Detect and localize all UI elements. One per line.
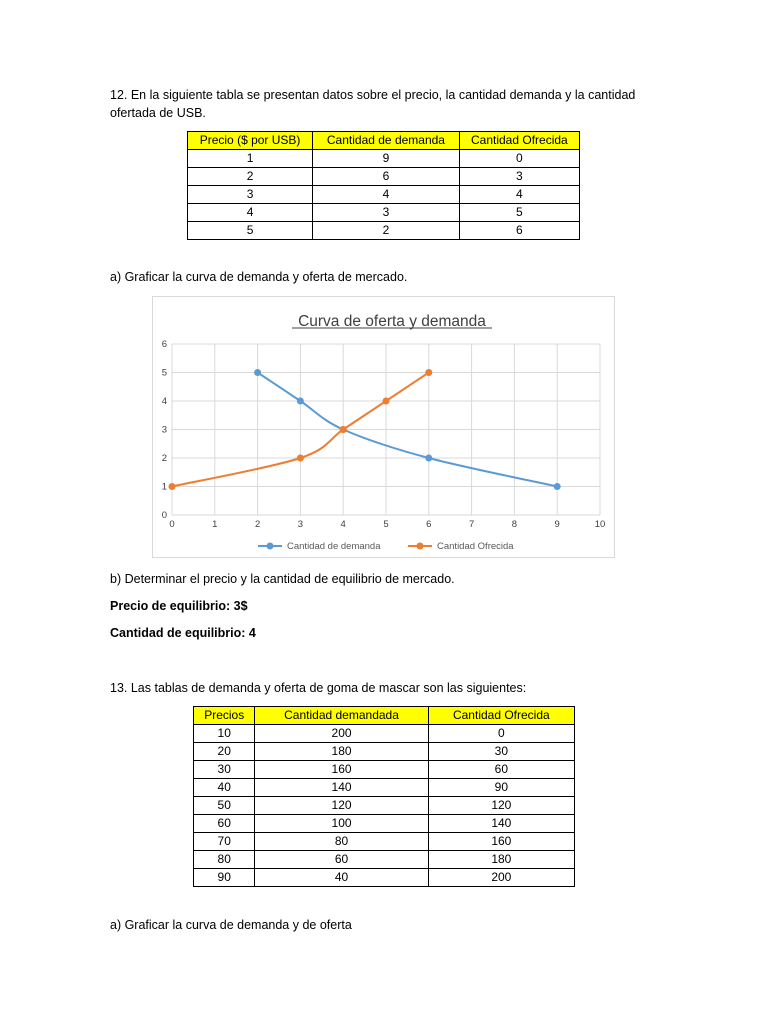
table-row xyxy=(194,743,575,761)
table-cell: 20 xyxy=(194,743,255,761)
series-point-0 xyxy=(254,369,261,376)
y-tick-label: 5 xyxy=(161,367,167,379)
table-cell: 4 xyxy=(313,186,460,204)
table-cell: 3 xyxy=(459,168,579,186)
table-row xyxy=(188,204,580,222)
table-cell: 6 xyxy=(313,168,460,186)
table-cell: 70 xyxy=(194,833,255,851)
table-row xyxy=(194,851,575,869)
table-cell: 60 xyxy=(255,851,428,869)
table-cell: 40 xyxy=(255,869,428,887)
y-tick-label: 1 xyxy=(161,481,167,493)
table-header-cell: Cantidad Ofrecida xyxy=(459,132,579,150)
x-tick-label: 10 xyxy=(594,519,606,530)
table-row xyxy=(194,761,575,779)
series-point-1 xyxy=(383,398,390,405)
table-cell: 10 xyxy=(194,725,255,743)
series-point-1 xyxy=(169,483,176,490)
table-cell: 200 xyxy=(255,725,428,743)
table-cell: 3 xyxy=(313,204,460,222)
question-12b-text: b) Determinar el precio y la cantidad de equilibrio de mercado. xyxy=(110,572,455,586)
table-header-row xyxy=(188,132,580,150)
x-tick-label: 8 xyxy=(511,519,518,530)
x-tick-label: 3 xyxy=(297,519,304,530)
x-tick-label: 4 xyxy=(340,519,346,530)
table-header-cell: Cantidad de demanda xyxy=(313,132,460,150)
table-cell: 140 xyxy=(428,815,574,833)
y-tick-label: 6 xyxy=(161,339,167,350)
table-cell: 2 xyxy=(313,222,460,240)
table-row xyxy=(194,815,575,833)
x-tick-label: 5 xyxy=(383,519,389,530)
legend-marker xyxy=(417,543,424,550)
table-row xyxy=(188,150,580,168)
series-point-0 xyxy=(297,398,304,405)
x-tick-label: 2 xyxy=(254,519,261,530)
table-cell: 5 xyxy=(459,204,579,222)
table-row xyxy=(188,168,580,186)
table-cell: 80 xyxy=(255,833,428,851)
table-cell: 50 xyxy=(194,797,255,815)
chart-svg xyxy=(153,297,614,557)
legend-label: Cantidad Ofrecida xyxy=(437,541,514,552)
equilibrium-price: Precio de equilibrio: 3$ xyxy=(110,599,248,613)
y-tick-label: 0 xyxy=(161,510,167,521)
x-tick-label: 6 xyxy=(426,519,432,530)
table-row xyxy=(188,186,580,204)
table-header-cell: Precios xyxy=(194,707,255,725)
table-cell: 180 xyxy=(428,851,574,869)
table-header-cell: Precio ($ por USB) xyxy=(188,132,313,150)
table-cell: 5 xyxy=(188,222,313,240)
table-cell: 30 xyxy=(194,761,255,779)
table-row xyxy=(194,725,575,743)
series-point-1 xyxy=(297,455,304,462)
table-cell: 30 xyxy=(428,743,574,761)
table-row xyxy=(194,797,575,815)
table-cell: 3 xyxy=(188,186,313,204)
table-cell: 6 xyxy=(459,222,579,240)
table-cell: 4 xyxy=(459,186,579,204)
table-cell: 120 xyxy=(428,797,574,815)
x-tick-label: 7 xyxy=(468,519,475,530)
table-cell: 80 xyxy=(194,851,255,869)
table-cell: 2 xyxy=(188,168,313,186)
y-tick-label: 4 xyxy=(161,396,167,407)
question-13-text: 13. Las tablas de demanda y oferta de goma de mascar son las siguientes: xyxy=(110,681,527,695)
table-cell: 180 xyxy=(255,743,428,761)
legend-label: Cantidad de demanda xyxy=(287,541,381,552)
question-12a-text: a) Graficar la curva de demanda y oferta de mercado. xyxy=(110,270,408,284)
question-12-text: 12. En la siguiente tabla se presentan datos sobre el precio, la cantidad demanda y la cantidad ofertada de USB. xyxy=(110,88,636,120)
table-cell: 4 xyxy=(188,204,313,222)
table-header-cell: Cantidad Ofrecida xyxy=(428,707,574,725)
x-tick-label: 0 xyxy=(169,519,175,530)
question-13a-text: a) Graficar la curva de demanda y de oferta xyxy=(110,918,352,932)
series-point-1 xyxy=(340,426,347,433)
table-cell: 140 xyxy=(255,779,428,797)
series-point-0 xyxy=(425,455,432,462)
table-cell: 200 xyxy=(428,869,574,887)
series-point-0 xyxy=(554,483,561,490)
y-tick-label: 3 xyxy=(161,424,167,436)
legend-marker xyxy=(267,543,274,550)
table-header-cell: Cantidad demandada xyxy=(255,707,428,725)
chart-title: Curva de oferta y demanda xyxy=(298,313,486,330)
table-cell: 90 xyxy=(194,869,255,887)
supply-demand-chart xyxy=(152,296,615,558)
table-row xyxy=(194,833,575,851)
table-row xyxy=(194,779,575,797)
table-cell: 1 xyxy=(188,150,313,168)
table-cell: 90 xyxy=(428,779,574,797)
table-cell: 160 xyxy=(255,761,428,779)
x-tick-label: 9 xyxy=(554,519,560,530)
table-cell: 9 xyxy=(313,150,460,168)
table-header-row xyxy=(194,707,575,725)
x-tick-label: 1 xyxy=(212,519,218,530)
table-row xyxy=(194,869,575,887)
series-point-1 xyxy=(425,369,432,376)
y-tick-label: 2 xyxy=(161,453,167,464)
table-cell: 100 xyxy=(255,815,428,833)
table-cell: 40 xyxy=(194,779,255,797)
table-cell: 0 xyxy=(428,725,574,743)
table-row xyxy=(188,222,580,240)
table-cell: 60 xyxy=(428,761,574,779)
gum-table xyxy=(193,706,575,887)
table-cell: 0 xyxy=(459,150,579,168)
table-cell: 160 xyxy=(428,833,574,851)
equilibrium-quantity: Cantidad de equilibrio: 4 xyxy=(110,626,256,640)
table-cell: 60 xyxy=(194,815,255,833)
table-cell: 120 xyxy=(255,797,428,815)
usb-table xyxy=(187,131,580,240)
